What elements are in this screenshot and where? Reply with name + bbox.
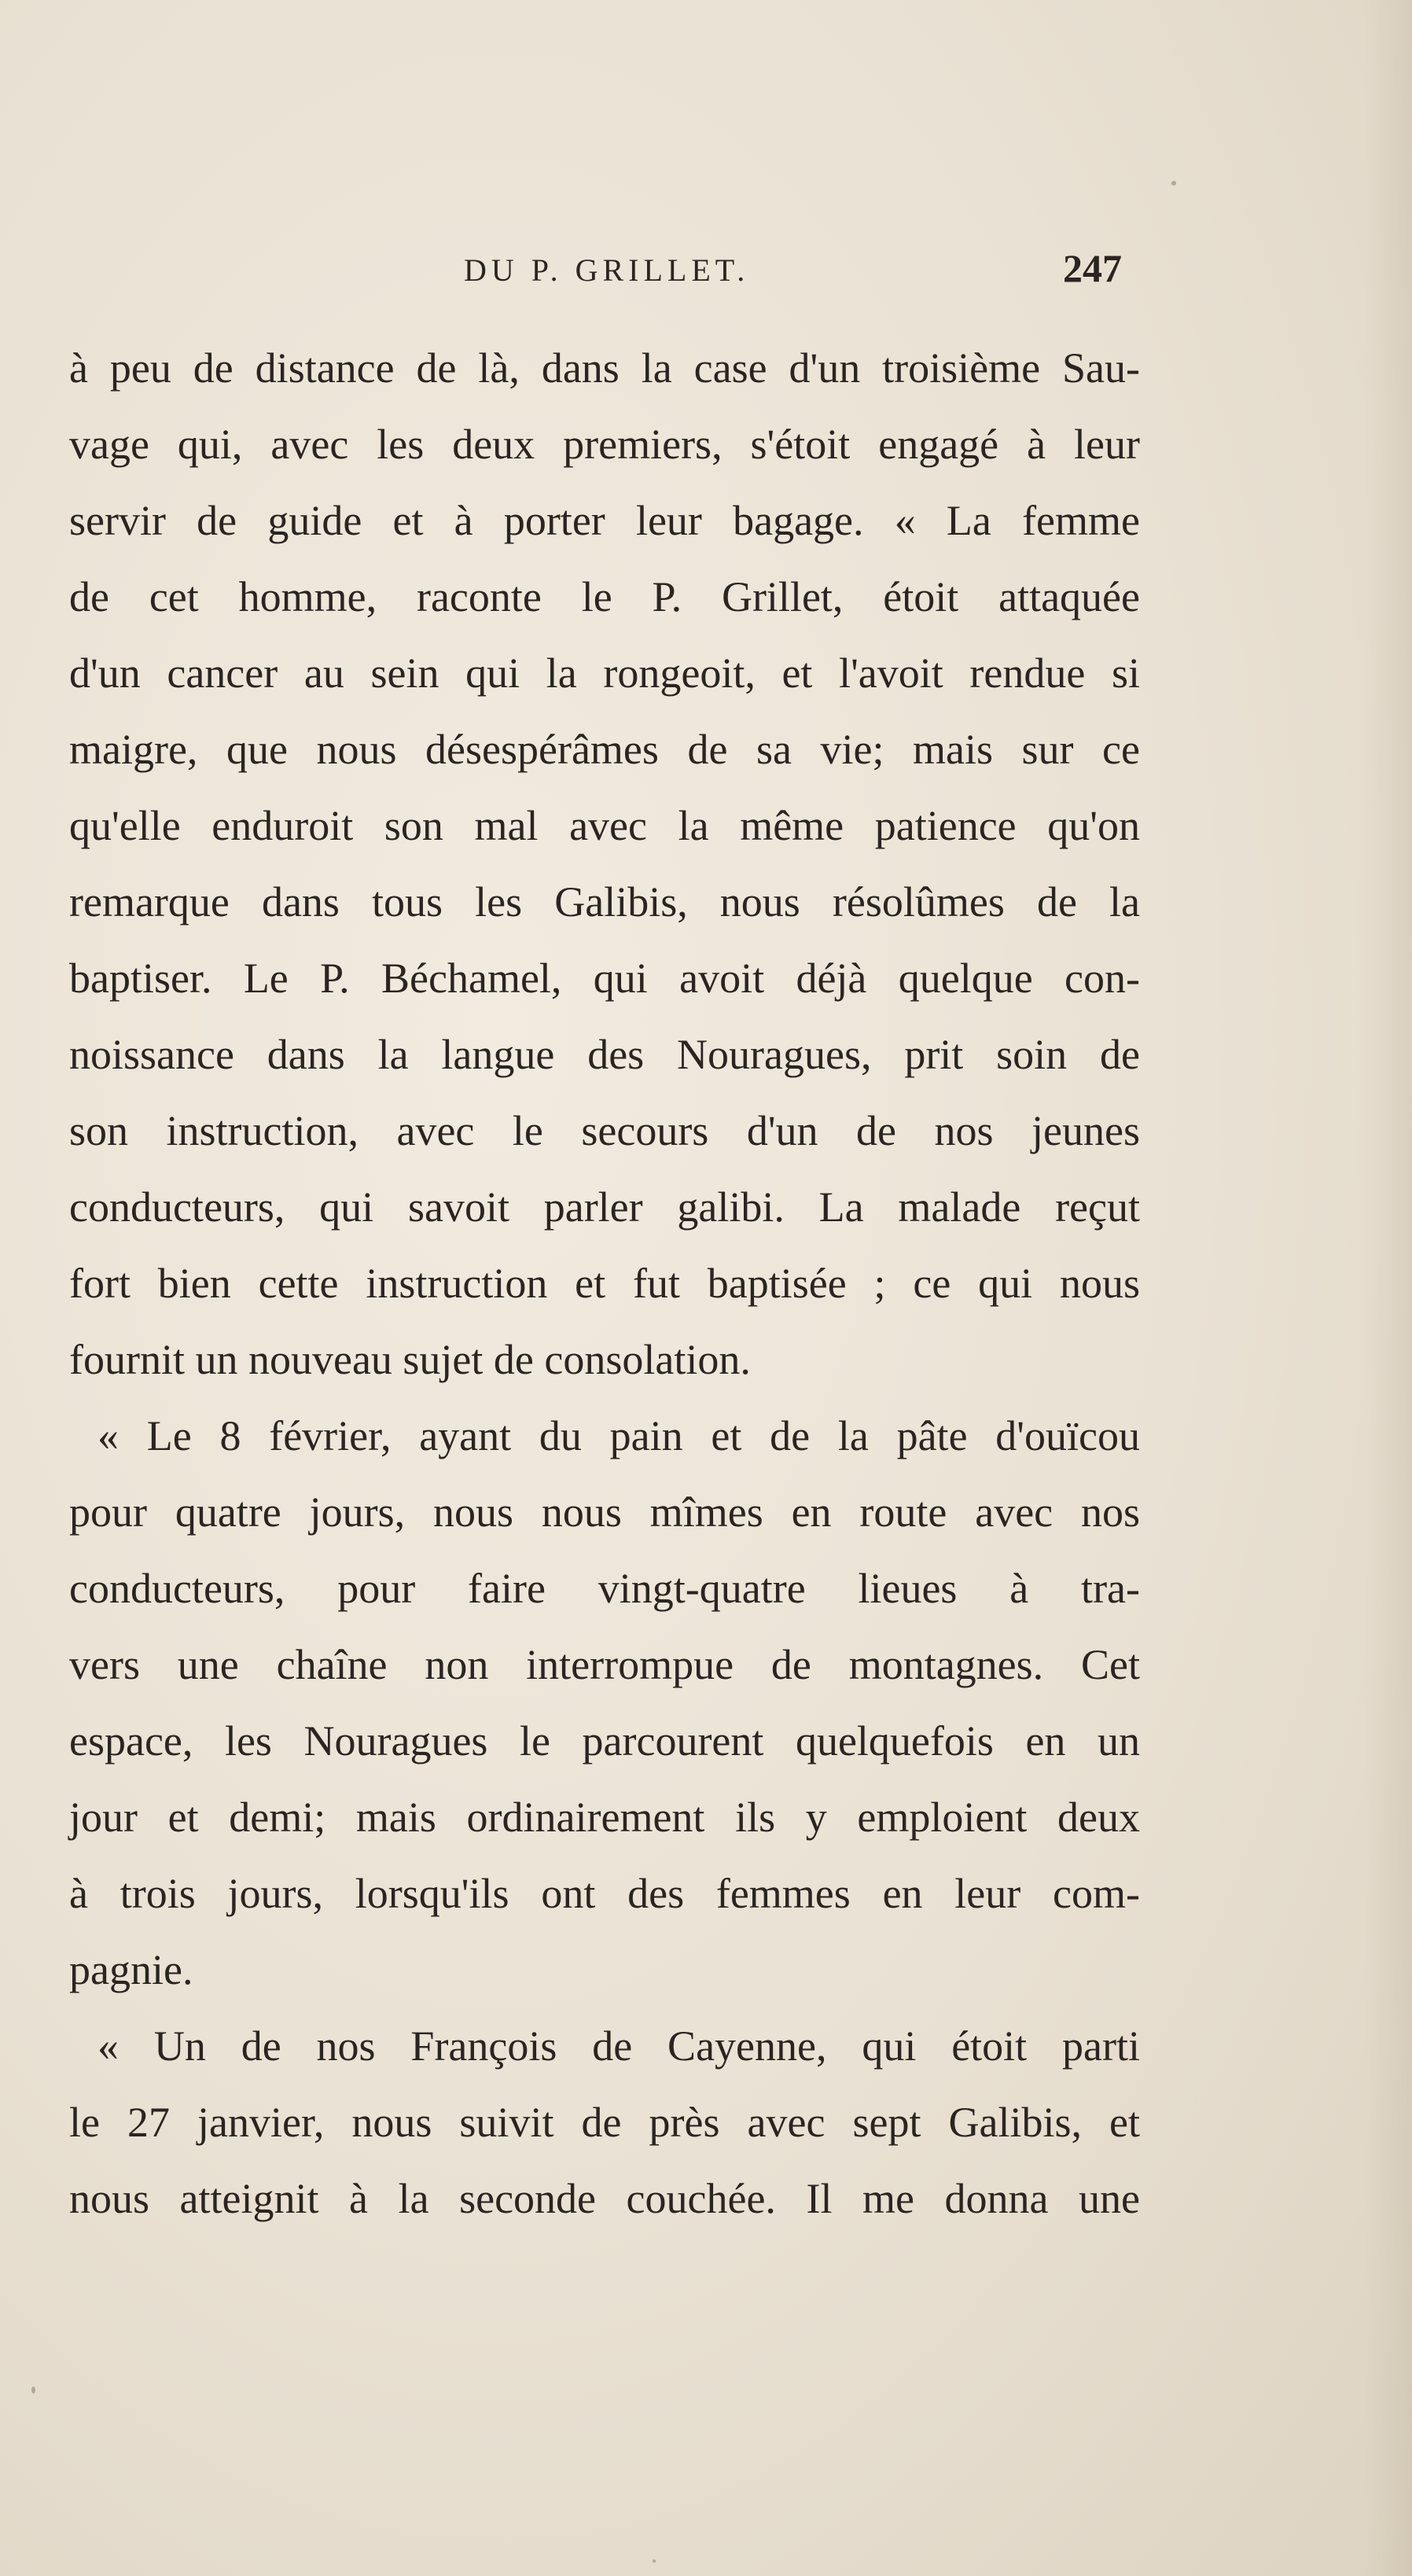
page-number: 247 (1063, 246, 1122, 290)
text-line-10: noissance dans la langue des Nouragues, prit soin de (69, 1031, 1140, 1078)
paper-speck (1171, 181, 1176, 186)
text-line-21: à trois jours, lorsqu'ils ont des femmes en leur com- (69, 1870, 1140, 1917)
text-line-17: conducteurs, pour faire vingt-quatre lieues à tra- (69, 1565, 1140, 1612)
text-line-19: espace, les Nouragues le parcourent quelquefois en un (69, 1717, 1140, 1765)
text-line-4: de cet homme, raconte le P. Grillet, étoit attaquée (69, 573, 1140, 620)
text-line-24: le 27 janvier, nous suivit de près avec sept Galibis, et (69, 2099, 1140, 2146)
text-line-6: maigre, que nous désespérâmes de sa vie; mais sur ce (69, 726, 1140, 773)
text-line-23: « Un de nos François de Cayenne, qui étoit parti (97, 2022, 1140, 2070)
text-line-18: vers une chaîne non interrompue de montagnes. Cet (69, 1641, 1140, 1688)
text-line-12: conducteurs, qui savoit parler galibi. La malade reçut (69, 1183, 1140, 1231)
text-line-2: vage qui, avec les deux premiers, s'étoit engagé à leur (69, 421, 1140, 468)
text-line-22: pagnie. (69, 1946, 193, 1993)
text-line-5: d'un cancer au sein qui la rongeoit, et l'avoit rendue si (69, 650, 1140, 697)
text-line-15: « Le 8 février, ayant du pain et de la pâte d'ouïcou (97, 1412, 1140, 1459)
running-head (0, 246, 1412, 299)
body-text (69, 330, 1140, 2237)
text-line-20: jour et demi; mais ordinairement ils y emploient deux (69, 1794, 1140, 1841)
text-line-25: nous atteignit à la seconde couchée. Il me donna une (69, 2175, 1140, 2222)
paper-speck (653, 2559, 656, 2563)
text-line-7: qu'elle enduroit son mal avec la même patience qu'on (69, 802, 1140, 849)
text-line-3: servir de guide et à porter leur bagage. « La femme (69, 497, 1140, 544)
text-line-11: son instruction, avec le secours d'un de nos jeunes (69, 1107, 1140, 1154)
running-head-title: DU P. GRILLET. (464, 252, 750, 288)
text-line-9: baptiser. Le P. Béchamel, qui avoit déjà quelque con- (69, 955, 1140, 1002)
text-line-14: fournit un nouveau sujet de consolation. (69, 1336, 751, 1383)
paper-speck (31, 2386, 35, 2394)
text-line-1: à peu de distance de là, dans la case d'un troisième Sau- (69, 344, 1140, 392)
text-line-16: pour quatre jours, nous nous mîmes en route avec nos (69, 1489, 1140, 1536)
text-line-8: remarque dans tous les Galibis, nous résolûmes de la (69, 878, 1140, 926)
text-line-13: fort bien cette instruction et fut baptisée ; ce qui nous (69, 1260, 1140, 1307)
